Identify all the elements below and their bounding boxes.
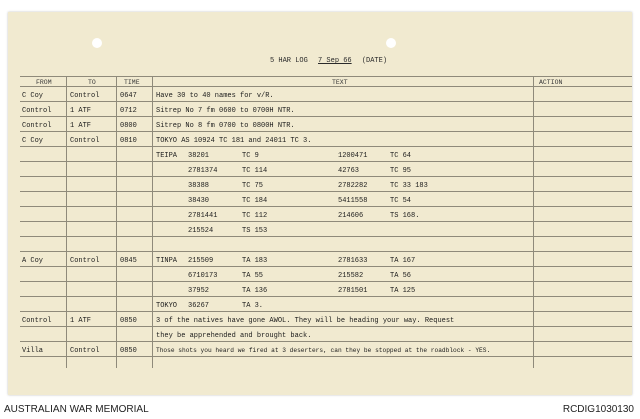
table-rule (20, 86, 632, 87)
table-rule (20, 356, 632, 357)
grid-code: TC 75 (242, 182, 264, 190)
row-to: 1 ATF (70, 122, 92, 130)
row-from: C Coy (22, 137, 44, 145)
table-rule (20, 131, 632, 132)
grid-code: TC 9 (242, 152, 259, 160)
row-to: Control (70, 92, 100, 100)
table-rule (20, 296, 632, 297)
grid-code: TA 183 (242, 257, 268, 265)
row-from: Control (22, 107, 52, 115)
table-rule (20, 236, 632, 237)
grid-number: 2781633 (338, 257, 368, 265)
footer-source: AUSTRALIAN WAR MEMORIAL (4, 404, 149, 415)
grid-number: 215509 (188, 257, 214, 265)
grid-number: 6710173 (188, 272, 218, 280)
grid-number: 214606 (338, 212, 364, 220)
row-text: 3 of the natives have gone AWOL. They will be heading your way. Request (156, 317, 455, 325)
log-title: 5 HAR LOG (270, 57, 308, 65)
row-to: Control (70, 347, 100, 355)
row-time: 0647 (120, 92, 137, 100)
log-header (270, 57, 393, 65)
log-sheet (8, 12, 632, 395)
table-rule (20, 146, 632, 147)
log-date: 7 Sep 66 (318, 57, 352, 65)
row-from: Control (22, 317, 52, 325)
footer-bar (0, 399, 640, 419)
col-to: TO (88, 79, 96, 86)
grid-number: 2781501 (338, 287, 368, 295)
punch-hole (92, 38, 102, 48)
grid-label: TOKYO (156, 302, 178, 310)
row-from: C Coy (22, 92, 44, 100)
grid-code: TA 3. (242, 302, 264, 310)
table-rule (20, 101, 632, 102)
table-rule (20, 176, 632, 177)
grid-number: 38201 (188, 152, 210, 160)
table-rule (20, 341, 632, 342)
table-rule (20, 251, 632, 252)
table-rule (20, 266, 632, 267)
row-text: Have 30 to 40 names for v/R. (156, 92, 274, 100)
row-from: Control (22, 122, 52, 130)
table-rule (20, 191, 632, 192)
row-from: A Coy (22, 257, 44, 265)
table-rule (20, 281, 632, 282)
grid-code: TA 55 (242, 272, 264, 280)
grid-code: TC 64 (390, 152, 412, 160)
grid-number: 2781374 (188, 167, 218, 175)
grid-code: TS 153 (242, 227, 268, 235)
grid-code: TA 167 (390, 257, 416, 265)
col-from: FROM (36, 79, 52, 86)
row-text: Sitrep No 7 fm 0600 to 0700H NTR. (156, 107, 295, 115)
grid-number: 36267 (188, 302, 210, 310)
grid-code: TC 184 (242, 197, 268, 205)
row-text: Sitrep No 8 fm 0700 to 0800H NTR. (156, 122, 295, 130)
column-divider (152, 76, 153, 368)
table-rule (20, 311, 632, 312)
column-divider (533, 76, 534, 368)
row-text: TOKYO AS 10924 TC 181 and 24011 TC 3. (156, 137, 312, 145)
grid-code: TC 95 (390, 167, 412, 175)
row-text: Those shots you heard we fired at 3 deserters, can they be stopped at the roadblock - YES. (156, 347, 491, 354)
grid-number: 1200471 (338, 152, 368, 160)
grid-code: TC 112 (242, 212, 268, 220)
grid-code: TC 114 (242, 167, 268, 175)
row-to: Control (70, 257, 100, 265)
row-to: 1 ATF (70, 107, 92, 115)
grid-code: TA 136 (242, 287, 268, 295)
row-text-continued: they be apprehended and brought back. (156, 332, 312, 340)
row-time: 0712 (120, 107, 137, 115)
grid-code: TS 168. (390, 212, 420, 220)
row-time: 0810 (120, 137, 137, 145)
column-divider (116, 76, 117, 368)
row-time: 0800 (120, 122, 137, 130)
table-rule (20, 161, 632, 162)
grid-number: 42763 (338, 167, 360, 175)
grid-number: 38430 (188, 197, 210, 205)
grid-number: 2781441 (188, 212, 218, 220)
grid-number: 38388 (188, 182, 210, 190)
table-rule (20, 326, 632, 327)
table-rule (20, 206, 632, 207)
table-rule (20, 76, 632, 77)
footer-id: RCDIG1030130 (562, 404, 634, 415)
grid-number: 215582 (338, 272, 364, 280)
grid-number: 2782282 (338, 182, 368, 190)
row-to: 1 ATF (70, 317, 92, 325)
table-rule (20, 221, 632, 222)
grid-code: TC 33 183 (390, 182, 428, 190)
row-to: Control (70, 137, 100, 145)
grid-code: TA 125 (390, 287, 416, 295)
grid-label: TEIPA (156, 152, 178, 160)
col-text: TEXT (332, 79, 348, 86)
table-rule (20, 116, 632, 117)
row-from: Villa (22, 347, 44, 355)
row-time: 0850 (120, 317, 137, 325)
grid-number: 215524 (188, 227, 214, 235)
date-label: (DATE) (361, 57, 388, 65)
col-action: ACTION (539, 79, 563, 86)
grid-code: TA 56 (390, 272, 412, 280)
grid-label: TINPA (156, 257, 178, 265)
row-time: 0850 (120, 347, 137, 355)
punch-hole (386, 38, 396, 48)
row-time: 0845 (120, 257, 137, 265)
grid-number: 5411558 (338, 197, 368, 205)
column-divider (66, 76, 67, 368)
col-time: TIME (124, 79, 140, 86)
grid-code: TC 54 (390, 197, 412, 205)
grid-number: 37952 (188, 287, 210, 295)
